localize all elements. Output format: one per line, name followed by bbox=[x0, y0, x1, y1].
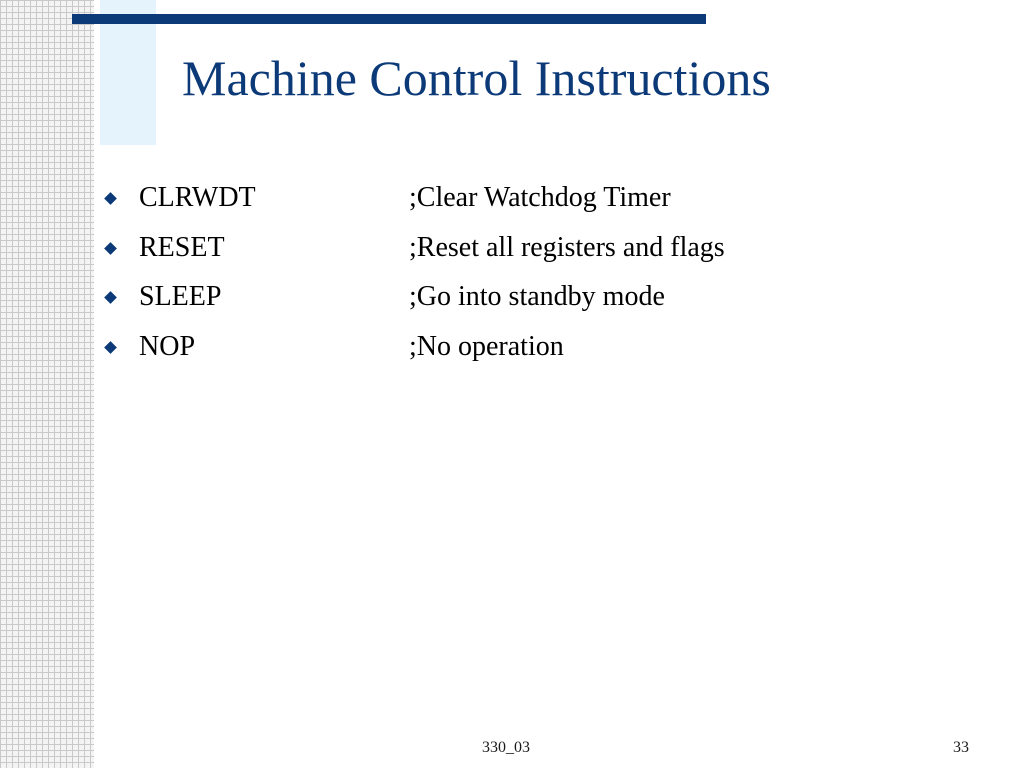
instruction-comment: ;Clear Watchdog Timer bbox=[409, 182, 671, 213]
instruction-name: SLEEP bbox=[139, 281, 222, 312]
instruction-name: CLRWDT bbox=[139, 182, 256, 213]
instruction-comment: ;No operation bbox=[409, 330, 564, 362]
page-number: 33 bbox=[953, 739, 969, 756]
instruction-comment: ;Reset all registers and flags bbox=[409, 231, 725, 263]
instruction-name: NOP bbox=[139, 330, 196, 362]
instruction-name: RESET bbox=[139, 231, 225, 263]
diamond-bullet-icon bbox=[104, 192, 117, 205]
diamond-bullet-icon bbox=[104, 242, 117, 255]
title-accent-bar bbox=[72, 14, 706, 24]
grid-pattern-strip bbox=[0, 0, 94, 768]
diamond-bullet-icon bbox=[104, 341, 117, 354]
footer-course-code: 330_03 bbox=[482, 739, 530, 756]
diamond-bullet-icon bbox=[104, 291, 117, 304]
slide-title: Machine Control Instructions bbox=[182, 50, 771, 106]
instruction-comment: ;Go into standby mode bbox=[409, 281, 665, 312]
